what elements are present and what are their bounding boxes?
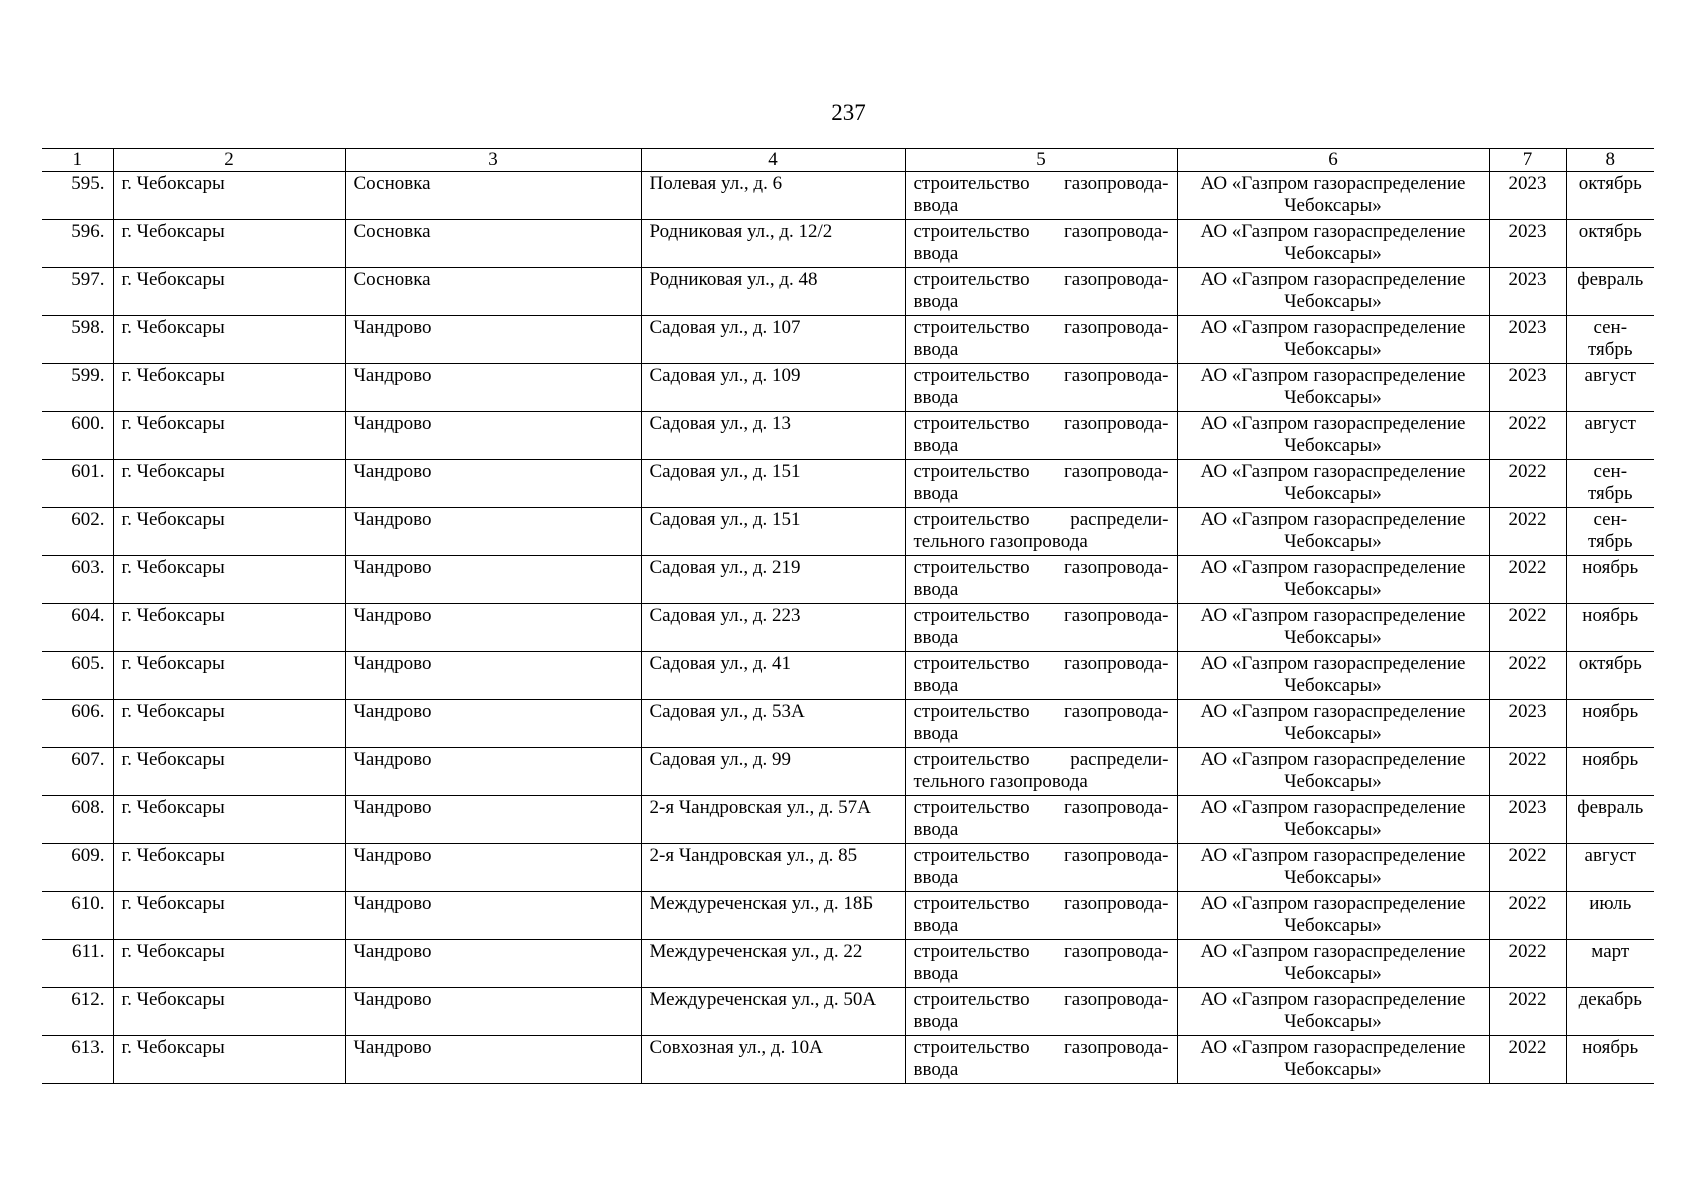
city-cell: г. Чебоксары	[113, 748, 345, 796]
city-cell: г. Чебоксары	[113, 508, 345, 556]
work-type-cell: строительство газопровода-ввода	[905, 412, 1177, 460]
district-cell: Чандрово	[345, 892, 641, 940]
owner-cell: АО «Газпром газораспределение Чебоксары»	[1177, 892, 1489, 940]
owner-cell: АО «Газпром газораспределение Чебоксары»	[1177, 796, 1489, 844]
address-cell: Родниковая ул., д. 48	[641, 268, 905, 316]
city-cell: г. Чебоксары	[113, 700, 345, 748]
year-cell: 2022	[1489, 556, 1566, 604]
address-cell: Садовая ул., д. 151	[641, 460, 905, 508]
row-number: 600.	[42, 412, 113, 460]
owner-cell: АО «Газпром газораспределение Чебоксары»	[1177, 844, 1489, 892]
address-cell: 2-я Чандровская ул., д. 85	[641, 844, 905, 892]
row-number: 597.	[42, 268, 113, 316]
year-cell: 2022	[1489, 748, 1566, 796]
table-row	[42, 220, 1654, 268]
month-cell: март	[1566, 940, 1654, 988]
year-cell: 2022	[1489, 652, 1566, 700]
work-type-cell: строительство газопровода-ввода	[905, 172, 1177, 220]
address-cell: Садовая ул., д. 223	[641, 604, 905, 652]
table-row	[42, 460, 1654, 508]
year-cell: 2023	[1489, 700, 1566, 748]
owner-cell: АО «Газпром газораспределение Чебоксары»	[1177, 604, 1489, 652]
month-cell: сен-тябрь	[1566, 508, 1654, 556]
row-number: 603.	[42, 556, 113, 604]
owner-cell: АО «Газпром газораспределение Чебоксары»	[1177, 316, 1489, 364]
owner-cell: АО «Газпром газораспределение Чебоксары»	[1177, 748, 1489, 796]
table-row	[42, 316, 1654, 364]
table-row	[42, 940, 1654, 988]
table-body	[42, 172, 1654, 1084]
work-type-cell: строительство газопровода-ввода	[905, 268, 1177, 316]
year-cell: 2022	[1489, 940, 1566, 988]
month-cell: сен-тябрь	[1566, 316, 1654, 364]
row-number: 596.	[42, 220, 113, 268]
row-number: 608.	[42, 796, 113, 844]
year-cell: 2023	[1489, 364, 1566, 412]
district-cell: Чандрово	[345, 796, 641, 844]
city-cell: г. Чебоксары	[113, 652, 345, 700]
owner-cell: АО «Газпром газораспределение Чебоксары»	[1177, 652, 1489, 700]
address-cell: Междуреченская ул., д. 22	[641, 940, 905, 988]
row-number: 598.	[42, 316, 113, 364]
column-header: 8	[1566, 149, 1654, 172]
month-cell: октябрь	[1566, 652, 1654, 700]
month-cell: октябрь	[1566, 172, 1654, 220]
column-header: 3	[345, 149, 641, 172]
table-row	[42, 748, 1654, 796]
owner-cell: АО «Газпром газораспределение Чебоксары»	[1177, 172, 1489, 220]
year-cell: 2023	[1489, 172, 1566, 220]
table-row	[42, 1036, 1654, 1084]
city-cell: г. Чебоксары	[113, 172, 345, 220]
year-cell: 2022	[1489, 988, 1566, 1036]
year-cell: 2022	[1489, 1036, 1566, 1084]
district-cell: Чандрово	[345, 700, 641, 748]
registry-table	[42, 148, 1654, 1084]
district-cell: Чандрово	[345, 748, 641, 796]
address-cell: Садовая ул., д. 151	[641, 508, 905, 556]
work-type-cell: строительство газопровода-ввода	[905, 604, 1177, 652]
table-header	[42, 149, 1654, 172]
owner-cell: АО «Газпром газораспределение Чебоксары»	[1177, 220, 1489, 268]
table-row	[42, 268, 1654, 316]
city-cell: г. Чебоксары	[113, 556, 345, 604]
year-cell: 2022	[1489, 508, 1566, 556]
row-number: 609.	[42, 844, 113, 892]
address-cell: Садовая ул., д. 107	[641, 316, 905, 364]
district-cell: Чандрово	[345, 412, 641, 460]
row-number: 605.	[42, 652, 113, 700]
work-type-cell: строительство газопровода-ввода	[905, 220, 1177, 268]
work-type-cell: строительство распредели-тельного газопровода	[905, 748, 1177, 796]
row-number: 601.	[42, 460, 113, 508]
row-number: 607.	[42, 748, 113, 796]
owner-cell: АО «Газпром газораспределение Чебоксары»	[1177, 364, 1489, 412]
owner-cell: АО «Газпром газораспределение Чебоксары»	[1177, 988, 1489, 1036]
owner-cell: АО «Газпром газораспределение Чебоксары»	[1177, 700, 1489, 748]
work-type-cell: строительство распредели-тельного газопровода	[905, 508, 1177, 556]
month-cell: ноябрь	[1566, 604, 1654, 652]
month-cell: ноябрь	[1566, 556, 1654, 604]
month-cell: ноябрь	[1566, 1036, 1654, 1084]
table-row	[42, 700, 1654, 748]
address-cell: Садовая ул., д. 13	[641, 412, 905, 460]
district-cell: Чандрово	[345, 988, 641, 1036]
district-cell: Сосновка	[345, 220, 641, 268]
table-row	[42, 988, 1654, 1036]
year-cell: 2022	[1489, 412, 1566, 460]
address-cell: Садовая ул., д. 41	[641, 652, 905, 700]
district-cell: Чандрово	[345, 940, 641, 988]
city-cell: г. Чебоксары	[113, 460, 345, 508]
row-number: 612.	[42, 988, 113, 1036]
work-type-cell: строительство газопровода-ввода	[905, 316, 1177, 364]
month-cell: ноябрь	[1566, 700, 1654, 748]
row-number: 613.	[42, 1036, 113, 1084]
address-cell: Садовая ул., д. 53А	[641, 700, 905, 748]
year-cell: 2022	[1489, 892, 1566, 940]
page-number: 237	[831, 100, 866, 125]
row-number: 610.	[42, 892, 113, 940]
owner-cell: АО «Газпром газораспределение Чебоксары»	[1177, 412, 1489, 460]
district-cell: Чандрово	[345, 460, 641, 508]
district-cell: Чандрово	[345, 604, 641, 652]
month-cell: февраль	[1566, 796, 1654, 844]
year-cell: 2022	[1489, 844, 1566, 892]
owner-cell: АО «Газпром газораспределение Чебоксары»	[1177, 508, 1489, 556]
city-cell: г. Чебоксары	[113, 268, 345, 316]
month-cell: август	[1566, 364, 1654, 412]
owner-cell: АО «Газпром газораспределение Чебоксары»	[1177, 940, 1489, 988]
owner-cell: АО «Газпром газораспределение Чебоксары»	[1177, 556, 1489, 604]
district-cell: Сосновка	[345, 172, 641, 220]
work-type-cell: строительство газопровода-ввода	[905, 940, 1177, 988]
district-cell: Чандрово	[345, 508, 641, 556]
table-row	[42, 796, 1654, 844]
district-cell: Чандрово	[345, 556, 641, 604]
city-cell: г. Чебоксары	[113, 988, 345, 1036]
city-cell: г. Чебоксары	[113, 364, 345, 412]
work-type-cell: строительство газопровода-ввода	[905, 460, 1177, 508]
column-header: 7	[1489, 149, 1566, 172]
owner-cell: АО «Газпром газораспределение Чебоксары»	[1177, 268, 1489, 316]
month-cell: февраль	[1566, 268, 1654, 316]
address-cell: Совхозная ул., д. 10А	[641, 1036, 905, 1084]
table-row	[42, 652, 1654, 700]
city-cell: г. Чебоксары	[113, 220, 345, 268]
work-type-cell: строительство газопровода-ввода	[905, 796, 1177, 844]
owner-cell: АО «Газпром газораспределение Чебоксары»	[1177, 460, 1489, 508]
work-type-cell: строительство газопровода-ввода	[905, 988, 1177, 1036]
column-header: 1	[42, 149, 113, 172]
city-cell: г. Чебоксары	[113, 412, 345, 460]
row-number: 611.	[42, 940, 113, 988]
year-cell: 2022	[1489, 604, 1566, 652]
district-cell: Сосновка	[345, 268, 641, 316]
row-number: 599.	[42, 364, 113, 412]
city-cell: г. Чебоксары	[113, 940, 345, 988]
table-row	[42, 892, 1654, 940]
district-cell: Чандрово	[345, 364, 641, 412]
table-row	[42, 364, 1654, 412]
address-cell: Садовая ул., д. 99	[641, 748, 905, 796]
work-type-cell: строительство газопровода-ввода	[905, 652, 1177, 700]
address-cell: Междуреченская ул., д. 50А	[641, 988, 905, 1036]
city-cell: г. Чебоксары	[113, 604, 345, 652]
district-cell: Чандрово	[345, 844, 641, 892]
table-row	[42, 172, 1654, 220]
city-cell: г. Чебоксары	[113, 892, 345, 940]
city-cell: г. Чебоксары	[113, 1036, 345, 1084]
month-cell: август	[1566, 412, 1654, 460]
row-number: 602.	[42, 508, 113, 556]
year-cell: 2023	[1489, 220, 1566, 268]
work-type-cell: строительство газопровода-ввода	[905, 556, 1177, 604]
header-row	[42, 149, 1654, 172]
month-cell: июль	[1566, 892, 1654, 940]
column-header: 4	[641, 149, 905, 172]
row-number: 606.	[42, 700, 113, 748]
work-type-cell: строительство газопровода-ввода	[905, 844, 1177, 892]
address-cell: Полевая ул., д. 6	[641, 172, 905, 220]
city-cell: г. Чебоксары	[113, 844, 345, 892]
month-cell: ноябрь	[1566, 748, 1654, 796]
table-row	[42, 556, 1654, 604]
owner-cell: АО «Газпром газораспределение Чебоксары»	[1177, 1036, 1489, 1084]
work-type-cell: строительство газопровода-ввода	[905, 700, 1177, 748]
city-cell: г. Чебоксары	[113, 796, 345, 844]
table-row	[42, 412, 1654, 460]
month-cell: октябрь	[1566, 220, 1654, 268]
work-type-cell: строительство газопровода-ввода	[905, 364, 1177, 412]
column-header: 2	[113, 149, 345, 172]
column-header: 6	[1177, 149, 1489, 172]
table-row	[42, 508, 1654, 556]
address-cell: Междуреченская ул., д. 18Б	[641, 892, 905, 940]
year-cell: 2023	[1489, 268, 1566, 316]
address-cell: Родниковая ул., д. 12/2	[641, 220, 905, 268]
work-type-cell: строительство газопровода-ввода	[905, 892, 1177, 940]
month-cell: декабрь	[1566, 988, 1654, 1036]
year-cell: 2023	[1489, 796, 1566, 844]
month-cell: сен-тябрь	[1566, 460, 1654, 508]
table-row	[42, 604, 1654, 652]
row-number: 604.	[42, 604, 113, 652]
address-cell: 2-я Чандровская ул., д. 57А	[641, 796, 905, 844]
district-cell: Чандрово	[345, 652, 641, 700]
month-cell: август	[1566, 844, 1654, 892]
district-cell: Чандрово	[345, 316, 641, 364]
address-cell: Садовая ул., д. 219	[641, 556, 905, 604]
address-cell: Садовая ул., д. 109	[641, 364, 905, 412]
district-cell: Чандрово	[345, 1036, 641, 1084]
table-row	[42, 844, 1654, 892]
city-cell: г. Чебоксары	[113, 316, 345, 364]
year-cell: 2022	[1489, 460, 1566, 508]
column-header: 5	[905, 149, 1177, 172]
work-type-cell: строительство газопровода-ввода	[905, 1036, 1177, 1084]
row-number: 595.	[42, 172, 113, 220]
year-cell: 2023	[1489, 316, 1566, 364]
